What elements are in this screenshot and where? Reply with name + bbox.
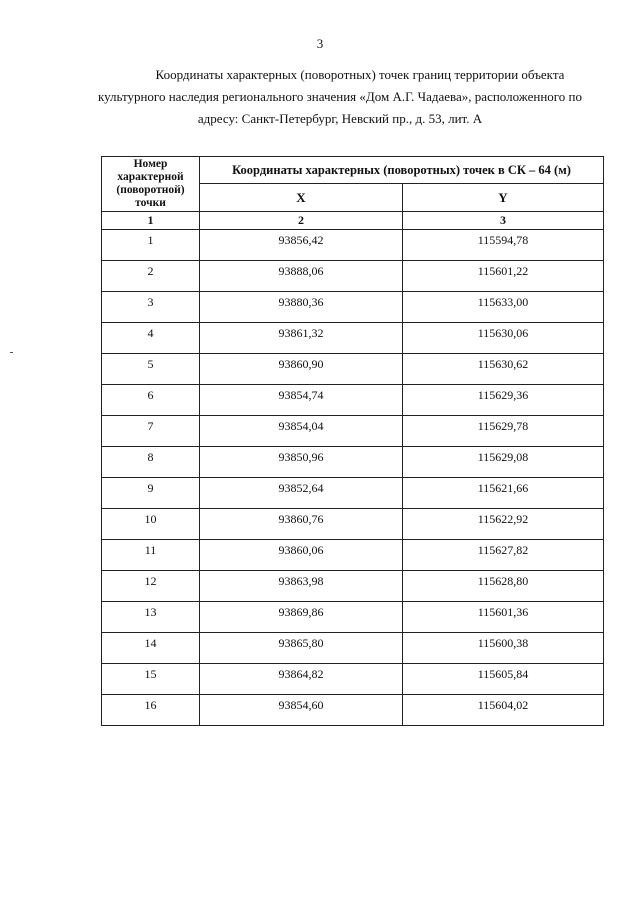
point-number-cell: 14: [102, 633, 200, 664]
y-coordinate-cell: 115600,38: [403, 633, 604, 664]
y-coordinate-cell: 115622,92: [403, 509, 604, 540]
x-coordinate-cell: 93880,36: [200, 292, 403, 323]
point-number-cell: 4: [102, 323, 200, 354]
x-coordinate-cell: 93854,04: [200, 416, 403, 447]
heading-line-3: адресу: Санкт-Петербург, Невский пр., д. 53, лит. А: [197, 111, 483, 126]
header-coordinates: Координаты характерных (поворотных) точек в СК – 64 (м): [200, 157, 604, 184]
y-coordinate-cell: 115621,66: [403, 478, 604, 509]
x-coordinate-cell: 93865,80: [200, 633, 403, 664]
x-coordinate-cell: 93856,42: [200, 230, 403, 261]
point-number-cell: 6: [102, 385, 200, 416]
point-number-cell: 7: [102, 416, 200, 447]
y-coordinate-cell: 115629,36: [403, 385, 604, 416]
table-row: [102, 478, 604, 509]
x-coordinate-cell: 93852,64: [200, 478, 403, 509]
scan-speck: [10, 352, 13, 353]
column-index-2: 2: [200, 212, 403, 230]
table-row: [102, 323, 604, 354]
x-coordinate-cell: 93888,06: [200, 261, 403, 292]
point-number-cell: 11: [102, 540, 200, 571]
x-coordinate-cell: 93850,96: [200, 447, 403, 478]
point-number-cell: 10: [102, 509, 200, 540]
x-coordinate-cell: 93869,86: [200, 602, 403, 633]
x-coordinate-cell: 93860,06: [200, 540, 403, 571]
table-row: [102, 602, 604, 633]
table-row: [102, 540, 604, 571]
y-coordinate-cell: 115627,82: [403, 540, 604, 571]
table-row: [102, 416, 604, 447]
y-coordinate-cell: 115630,62: [403, 354, 604, 385]
heading-line-1: Координаты характерных (поворотных) точек границ территории объекта: [155, 67, 565, 82]
heading-line-2: культурного наследия регионального значения «Дом А.Г. Чадаева», расположенного по: [97, 89, 582, 104]
y-coordinate-cell: 115605,84: [403, 664, 604, 695]
y-coordinate-cell: 115601,22: [403, 261, 604, 292]
table-row: [102, 695, 604, 726]
x-coordinate-cell: 93861,32: [200, 323, 403, 354]
table-row: [102, 633, 604, 664]
table-row: [102, 447, 604, 478]
table-row: [102, 385, 604, 416]
table-row: [102, 571, 604, 602]
x-coordinate-cell: 93860,90: [200, 354, 403, 385]
column-index-3: 3: [403, 212, 604, 230]
document-heading: [90, 64, 590, 130]
y-coordinate-cell: 115594,78: [403, 230, 604, 261]
x-coordinate-cell: 93864,82: [200, 664, 403, 695]
y-coordinate-cell: 115628,80: [403, 571, 604, 602]
table-row: [102, 230, 604, 261]
page-number: 3: [316, 36, 324, 51]
table-row: [102, 354, 604, 385]
x-coordinate-cell: 93854,74: [200, 385, 403, 416]
y-coordinate-cell: 115629,08: [403, 447, 604, 478]
point-number-cell: 3: [102, 292, 200, 323]
table-row: [102, 261, 604, 292]
point-number-cell: 15: [102, 664, 200, 695]
table-row: [102, 292, 604, 323]
y-coordinate-cell: 115604,02: [403, 695, 604, 726]
header-point-number: Номер характерной (поворотной) точки: [102, 157, 200, 212]
point-number-cell: 2: [102, 261, 200, 292]
y-coordinate-cell: 115633,00: [403, 292, 604, 323]
point-number-cell: 9: [102, 478, 200, 509]
point-number-cell: 13: [102, 602, 200, 633]
table-body: [102, 230, 604, 726]
y-coordinate-cell: 115601,36: [403, 602, 604, 633]
table-row: [102, 509, 604, 540]
point-number-cell: 16: [102, 695, 200, 726]
y-coordinate-cell: 115629,78: [403, 416, 604, 447]
point-number-cell: 5: [102, 354, 200, 385]
point-number-cell: 12: [102, 571, 200, 602]
y-coordinate-cell: 115630,06: [403, 323, 604, 354]
x-coordinate-cell: 93854,60: [200, 695, 403, 726]
point-number-cell: 1: [102, 230, 200, 261]
x-coordinate-cell: 93860,76: [200, 509, 403, 540]
coordinates-table: [101, 156, 604, 726]
point-number-cell: 8: [102, 447, 200, 478]
header-y: Y: [403, 184, 604, 212]
column-index-1: 1: [102, 212, 200, 230]
table-row: [102, 664, 604, 695]
x-coordinate-cell: 93863,98: [200, 571, 403, 602]
header-x: X: [200, 184, 403, 212]
